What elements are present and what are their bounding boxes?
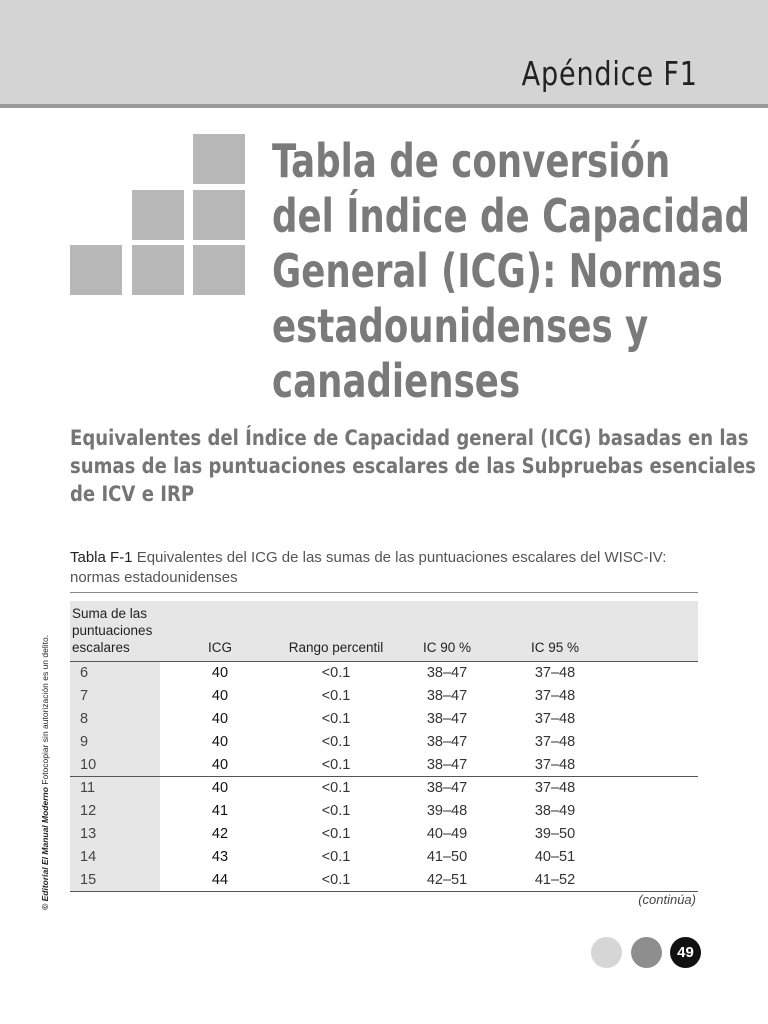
deco-square (193, 245, 245, 295)
subtitle-line: Equivalentes del Índice de Capacidad general (ICG) basadas en las (70, 426, 749, 450)
title-line: canadienses (272, 354, 521, 408)
table-row: 15 44 <0.1 42–51 41–52 (70, 868, 698, 891)
table-row: 8 40 <0.1 38–47 37–48 (70, 708, 698, 731)
conversion-table-container (70, 592, 698, 892)
title-line: General (ICG): Normas (272, 244, 723, 298)
table-row: 14 43 <0.1 41–50 40–51 (70, 845, 698, 868)
header-suma: Suma de las puntuaciones escalares (72, 606, 153, 655)
deco-square (193, 134, 245, 184)
table-row: 11 40 <0.1 38–47 37–48 (70, 776, 698, 799)
title-line: Tabla de conversión (272, 134, 671, 188)
decorative-dot-medium (631, 937, 662, 968)
title-line: del Índice de Capacidad (272, 189, 750, 243)
header-ic90: IC 90 % (422, 640, 472, 655)
caption-text: Equivalentes del ICG de las sumas de las puntuaciones escalares del WISC-IV: normas estadounidenses (70, 549, 667, 586)
deco-square (193, 190, 245, 240)
table-row: 9 40 <0.1 38–47 37–48 (70, 730, 698, 753)
copyright-side-note (40, 590, 50, 910)
table-row: 10 40 <0.1 38–47 37–48 (70, 753, 698, 776)
publisher-name: © Editorial El Manual Moderno (40, 787, 50, 910)
continued-note: (continúa) (638, 892, 696, 907)
header-ic95: IC 95 % (530, 640, 580, 655)
deco-square (132, 190, 184, 240)
deco-square (70, 245, 122, 295)
header-rango: Rango percentil (288, 640, 384, 655)
page-title (272, 134, 750, 409)
conversion-table (70, 601, 698, 892)
table-row: 7 40 <0.1 38–47 37–48 (70, 685, 698, 708)
deco-square (132, 245, 184, 295)
appendix-label: Apéndice F1 (521, 54, 698, 93)
table-header-row (70, 601, 698, 662)
table-body (70, 662, 698, 892)
title-line: estadounidenses y (272, 299, 649, 353)
decorative-dot-light (591, 937, 622, 968)
subtitle-line: de ICV e IRP (70, 482, 195, 506)
table-caption (70, 548, 700, 588)
table-row: 6 40 <0.1 38–47 37–48 (70, 662, 698, 685)
header-rule (0, 104, 768, 108)
page-number: 49 (670, 937, 701, 968)
subtitle-line: sumas de las puntuaciones escalares de las Subpruebas esenciales (70, 454, 756, 478)
copyright-text: Fotocopiar sin autorización es un delito. (40, 634, 50, 788)
table-row: 12 41 <0.1 39–48 38–49 (70, 800, 698, 823)
header-icg: ICG (207, 640, 232, 655)
caption-label: Tabla F-1 (70, 549, 133, 566)
table-row: 13 42 <0.1 40–49 39–50 (70, 823, 698, 846)
section-subtitle (70, 424, 756, 508)
